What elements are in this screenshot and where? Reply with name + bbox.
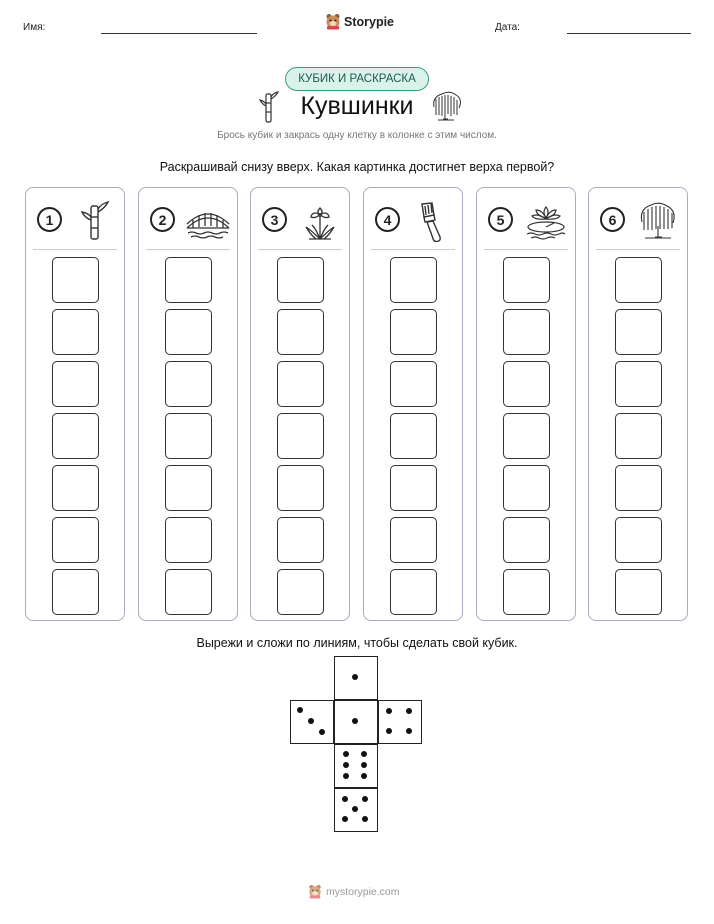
column-number: 4 (375, 207, 400, 232)
color-cell[interactable] (503, 569, 550, 615)
date-line (567, 33, 691, 34)
die-pip (406, 708, 412, 714)
color-cell[interactable] (165, 569, 212, 615)
color-cell[interactable] (503, 465, 550, 511)
column-divider (371, 249, 455, 250)
color-cell[interactable] (615, 309, 662, 355)
color-cell[interactable] (52, 309, 99, 355)
color-cell[interactable] (52, 569, 99, 615)
die-pip (308, 718, 314, 724)
color-cell[interactable] (615, 257, 662, 303)
page-title: Кувшинки (300, 92, 414, 120)
brand-name: Storypie (344, 14, 395, 29)
color-cell[interactable] (52, 465, 99, 511)
die-pip (362, 796, 368, 802)
color-cell[interactable] (615, 465, 662, 511)
column-divider (33, 249, 117, 250)
color-cell[interactable] (277, 361, 324, 407)
color-cell[interactable] (165, 517, 212, 563)
die-pip (361, 762, 367, 768)
activity-badge: КУБИК И РАСКРАСКА (285, 67, 429, 91)
name-line (101, 33, 257, 34)
color-cell[interactable] (52, 257, 99, 303)
footer-url[interactable]: mystorypie.com (326, 885, 400, 898)
color-cell[interactable] (165, 413, 212, 459)
die-pip (343, 751, 349, 757)
die-pip (297, 707, 303, 713)
color-cell[interactable] (165, 361, 212, 407)
color-cell[interactable] (615, 517, 662, 563)
name-label: Имя: (23, 22, 46, 33)
storypie-mascot-icon (325, 13, 341, 30)
color-cell[interactable] (390, 257, 437, 303)
die-pip (361, 773, 367, 779)
die-pip (386, 728, 392, 734)
die-pip (342, 816, 348, 822)
iris-flower-icon (297, 200, 343, 242)
color-cell[interactable] (390, 517, 437, 563)
column-5 (476, 187, 576, 621)
die-face-6 (334, 744, 378, 788)
column-divider (484, 249, 568, 250)
die-pip (319, 729, 325, 735)
color-cell[interactable] (615, 569, 662, 615)
column-number: 5 (488, 207, 513, 232)
footer (308, 884, 400, 899)
color-cell[interactable] (277, 309, 324, 355)
date-label: Дата: (495, 22, 520, 33)
die-pip (352, 674, 358, 680)
die-face-1 (334, 700, 378, 744)
color-cell[interactable] (390, 309, 437, 355)
color-cell[interactable] (503, 309, 550, 355)
die-face-5 (334, 788, 378, 832)
color-cell[interactable] (165, 465, 212, 511)
color-cell[interactable] (52, 361, 99, 407)
bridge-icon (185, 200, 231, 242)
die-face-1 (334, 656, 378, 700)
bamboo-icon (72, 200, 118, 242)
willow-tree-icon (428, 89, 464, 123)
storypie-mascot-icon (308, 884, 322, 899)
color-cell[interactable] (390, 465, 437, 511)
color-cell[interactable] (503, 361, 550, 407)
column-number: 1 (37, 207, 62, 232)
die-pip (362, 816, 368, 822)
brand-logo (325, 13, 394, 30)
die-pip (352, 806, 358, 812)
color-cell[interactable] (390, 361, 437, 407)
color-cell[interactable] (503, 257, 550, 303)
color-cell[interactable] (615, 361, 662, 407)
color-cell[interactable] (615, 413, 662, 459)
column-3 (250, 187, 350, 621)
column-divider (146, 249, 230, 250)
coloring-instruction: Раскрашивай снизу вверх. Какая картинка достигнет верха первой? (159, 160, 555, 174)
color-cell[interactable] (165, 309, 212, 355)
color-cell[interactable] (390, 413, 437, 459)
column-1 (25, 187, 125, 621)
color-cell[interactable] (277, 569, 324, 615)
color-cell[interactable] (277, 413, 324, 459)
color-cell[interactable] (52, 517, 99, 563)
color-cell[interactable] (277, 465, 324, 511)
die-pip (406, 728, 412, 734)
column-number: 2 (150, 207, 175, 232)
column-divider (258, 249, 342, 250)
die-pip (343, 762, 349, 768)
column-4 (363, 187, 463, 621)
die-pip (342, 796, 348, 802)
color-cell[interactable] (52, 413, 99, 459)
color-cell[interactable] (277, 257, 324, 303)
column-6 (588, 187, 688, 621)
page-subtitle: Брось кубик и закрась одну клетку в колонке с этим числом. (217, 130, 497, 141)
color-cell[interactable] (503, 517, 550, 563)
column-divider (596, 249, 680, 250)
color-cell[interactable] (503, 413, 550, 459)
willow-tree-icon (635, 200, 681, 242)
die-face-4 (378, 700, 422, 744)
column-number: 3 (262, 207, 287, 232)
die-face-3 (290, 700, 334, 744)
die-pip (352, 718, 358, 724)
water-lily-icon (523, 200, 569, 242)
die-pip (343, 773, 349, 779)
cut-instruction: Вырежи и сложи по линиям, чтобы сделать свой кубик. (196, 636, 518, 650)
die-pip (386, 708, 392, 714)
column-number: 6 (600, 207, 625, 232)
color-cell[interactable] (390, 569, 437, 615)
color-cell[interactable] (277, 517, 324, 563)
column-2 (138, 187, 238, 621)
die-pip (361, 751, 367, 757)
color-cell[interactable] (165, 257, 212, 303)
paintbrush-icon (410, 200, 456, 242)
